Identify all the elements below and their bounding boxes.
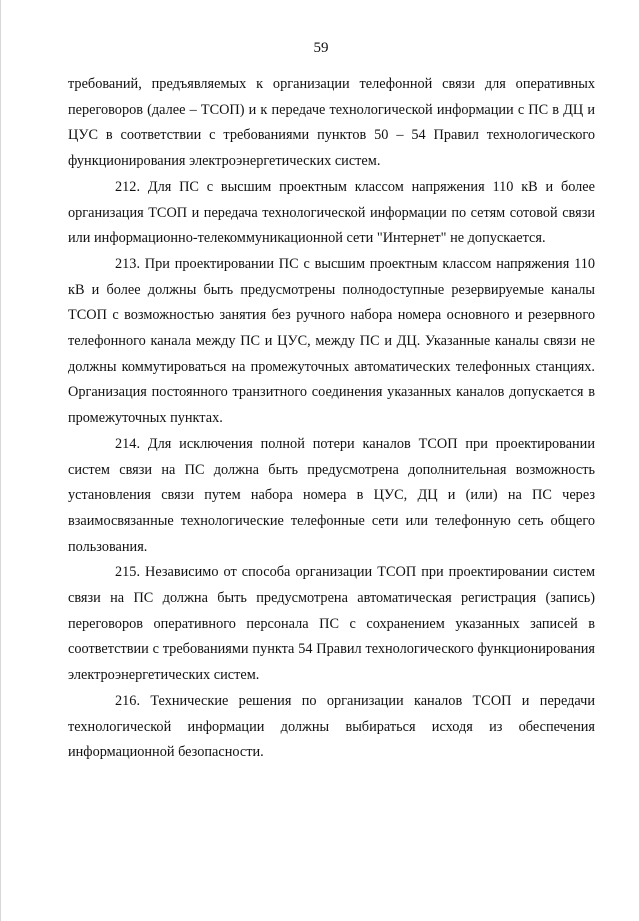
paragraph-215: 215. Независимо от способа организации ТСОП при проектировании систем связи на ПС должна быть предусмотрена автоматическая регистрация (запись) переговоров оперативного персонала ПС с сохранением указанных записей в соответствии с требованиями пункта 54 Правил технологического функционирования электроэнергетических систем. [68, 564, 595, 684]
document-body [68, 72, 595, 766]
paragraph-continuation: требований, предъявляемых к организации телефонной связи для оперативных переговоров (далее – ТСОП) и к передаче технологической информации с ПС в ДЦ и ЦУС в соответствии с требованиями пунктов 50 – 54 Правил технологического функционирования электроэнергетических систем. [68, 76, 595, 170]
page-number: 59 [313, 40, 329, 56]
paragraph-214: 214. Для исключения полной потери каналов ТСОП при проектировании систем связи на ПС должна быть предусмотрена дополнительная возможность установления связи путем набора номера в ЦУС, ДЦ и (или) на ПС через взаимосвязанные технологические телефонные сети или телефонную сеть общего пользования. [68, 435, 595, 555]
paragraph-212: 212. Для ПС с высшим проектным классом напряжения 110 кВ и более организация ТСОП и передача технологической информации по сетям сотовой связи или информационно-телекоммуникационной сети "Интернет" не допускается. [68, 178, 595, 247]
paragraph-213: 213. При проектировании ПС с высшим проектным классом напряжения 110 кВ и более должны быть предусмотрены полнодоступные резервируемые каналы ТСОП с возможностью занятия без ручного набора номера основного и резервного телефонного канала между ПС и ЦУС, между ПС и ДЦ. Указанные каналы связи не должны коммутироваться на промежуточных автоматических телефонных станциях. Организация постоянного транзитного соединения указанных каналов допускается в промежуточных пунктах. [68, 255, 595, 427]
paragraph-216: 216. Технические решения по организации каналов ТСОП и передачи технологической информации должны выбираться исходя из обеспечения информационной безопасности. [68, 692, 595, 761]
